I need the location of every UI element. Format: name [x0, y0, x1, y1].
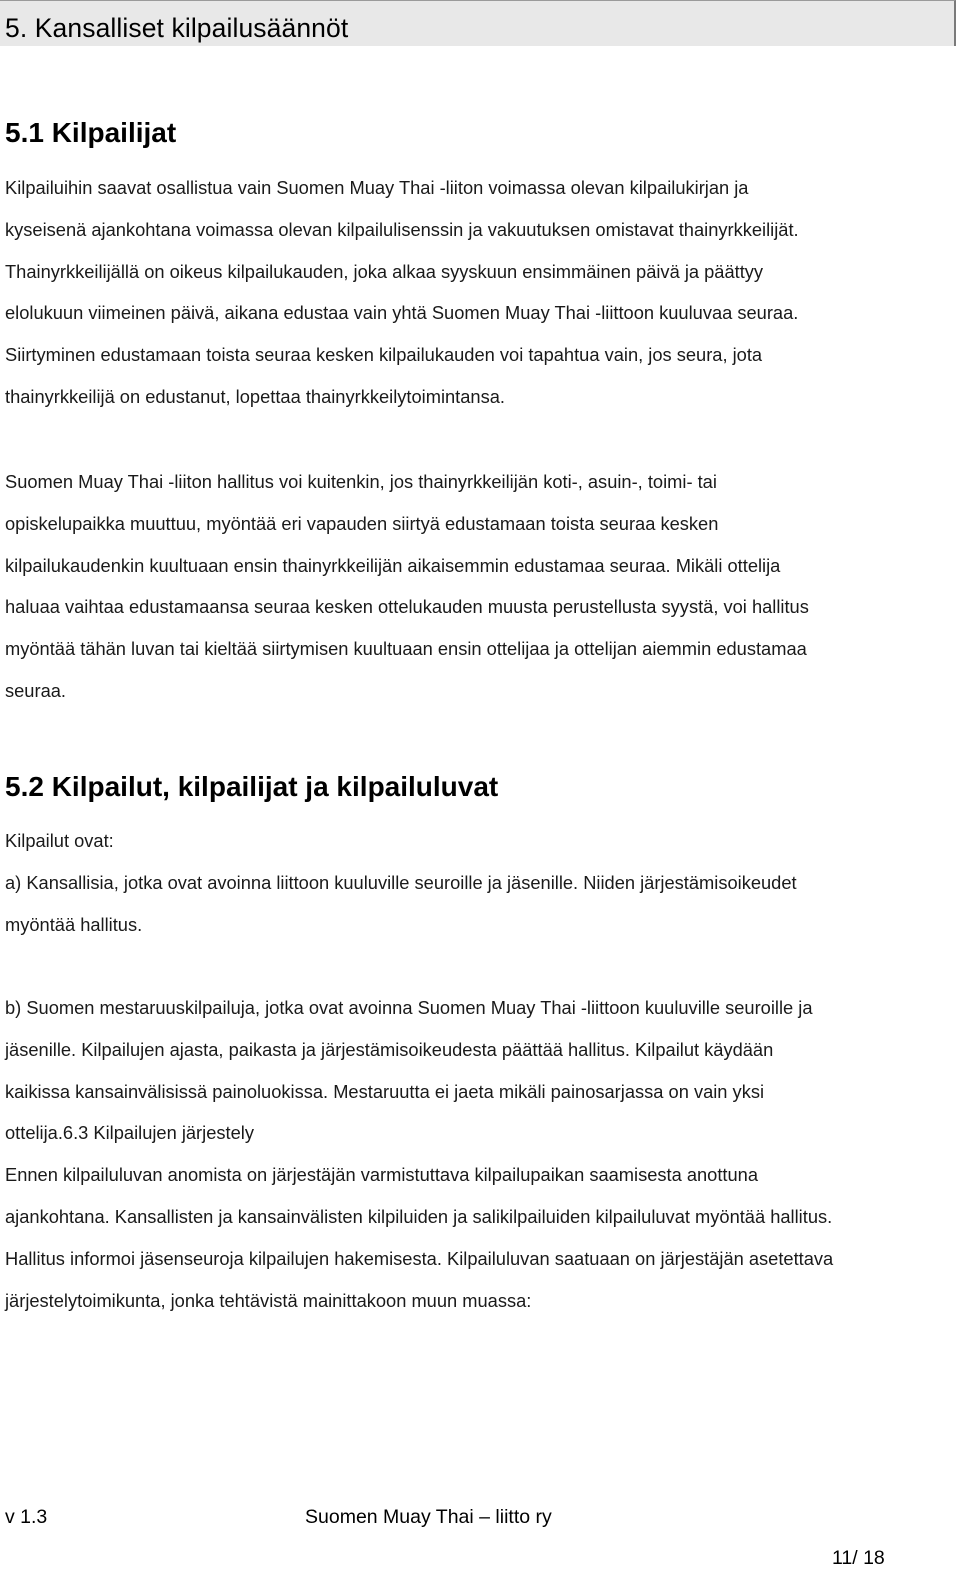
text-line: seuraa. — [5, 679, 66, 701]
text-line: opiskelupaikka muuttuu, myöntää eri vapauden siirtyä edustamaan toista seuraa kesken — [5, 512, 719, 534]
text-line: elolukuun viimeinen päivä, aikana edustaa vain yhtä Suomen Muay Thai -liittoon kuuluvaa seuraa. — [5, 302, 799, 324]
footer-organization: Suomen Muay Thai – liitto ry — [305, 1506, 552, 1528]
text-line: Kilpailuihin saavat osallistua vain Suomen Muay Thai -liiton voimassa olevan kilpailukirjan ja — [5, 177, 749, 198]
text-line: myöntää tähän luvan tai kieltää siirtymisen kuultuaan ensin ottelijaa ja ottelijan aiemmin edustamaa — [5, 638, 807, 660]
text-line: kyseisenä ajankohtana voimassa olevan kilpailulisenssin ja vakuutuksen omistavat thainyrkkeilijät. — [5, 218, 799, 240]
text-line: Kilpailut ovat: — [5, 830, 114, 851]
footer-page-number: 11/ 18 — [832, 1547, 885, 1569]
text-line: kaikissa kansainvälisissä painoluokissa. Mestaruutta ei jaeta mikäli painosarjassa on vain yksi — [5, 1080, 765, 1102]
text-line: Thainyrkkeilijällä on oikeus kilpailukauden, joka alkaa syyskuun ensimmäinen päivä ja päättyy — [5, 260, 764, 282]
paragraph-championships-and-organization — [5, 987, 833, 1321]
section-heading-5-1: 5.1 Kilpailijat — [5, 117, 177, 148]
text-line: b) Suomen mestaruuskilpailuja, jotka ovat avoinna Suomen Muay Thai -liittoon kuuluville seuroille ja — [5, 997, 813, 1018]
text-line: Suomen Muay Thai -liiton hallitus voi kuitenkin, jos thainyrkkeilijän koti-, asuin-, toimi- tai — [5, 471, 717, 492]
text-line: Ennen kilpailuluvan anomista on järjestäjän varmistuttava kilpailupaikan saamisesta anottuna — [5, 1164, 759, 1186]
text-line: a) Kansallisia, jotka ovat avoinna liittoon kuuluville seuroille ja jäsenille. Niiden järjestämisoikeudet — [5, 871, 797, 893]
text-line: jäsenille. Kilpailujen ajasta, paikasta ja järjestämisoikeudesta päättää hallitus. Kilpailut käydään — [5, 1038, 774, 1060]
chapter-header-bar — [0, 0, 956, 46]
text-line: Hallitus informoi jäsenseuroja kilpailujen hakemisesta. Kilpailuluvan saatuaan on järjestäjän asetettava — [5, 1247, 834, 1269]
chapter-title: 5. Kansalliset kilpailusäännöt — [5, 13, 349, 43]
footer-version: v 1.3 — [5, 1506, 48, 1528]
text-line: haluaa vaihtaa edustamaansa seuraa kesken ottelukauden muusta perustellusta syystä, voi hallitus — [5, 596, 809, 618]
paragraph-competitors-eligibility — [5, 167, 799, 418]
paragraph-competition-types — [5, 820, 797, 945]
text-line: järjestelytoimikunta, jonka tehtävistä mainittakoon muun muassa: — [5, 1289, 532, 1311]
text-line: kilpailukaudenkin kuultuaan ensin thainyrkkeilijän aikaisemmin edustamaa seuraa. Mikäli ottelija — [5, 554, 781, 576]
text-line: ottelija.6.3 Kilpailujen järjestely — [5, 1122, 254, 1144]
section-heading-5-2: 5.2 Kilpailut, kilpailijat ja kilpailuluvat — [5, 771, 499, 802]
text-line: Siirtyminen edustamaan toista seuraa kesken kilpailukauden voi tapahtua vain, jos seura, jota — [5, 344, 763, 366]
text-line: myöntää hallitus. — [5, 913, 143, 935]
text-line: thainyrkkeilijä on edustanut, lopettaa thainyrkkeilytoimintansa. — [5, 385, 505, 407]
text-line: ajankohtana. Kansallisten ja kansainvälisten kilpiluiden ja salikilpailuiden kilpailuluvat myöntää hallitus. — [5, 1205, 833, 1227]
paragraph-board-exception — [5, 461, 809, 712]
